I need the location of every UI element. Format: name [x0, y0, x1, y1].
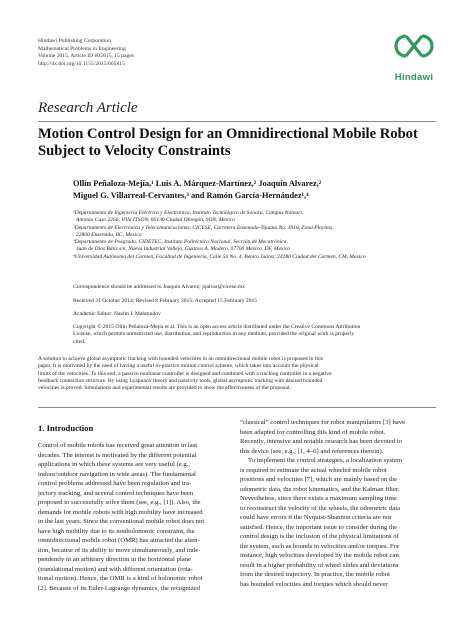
- academic-editor: Academic Editor: Nazim I. Mahmudov: [73, 311, 161, 317]
- copyright-notice: [73, 324, 448, 346]
- body-line: omnidirectional mobile robot (OMR) has attracted the atten-: [38, 537, 200, 544]
- body-line: positions and velocities [7], which are mainly based on the: [240, 476, 398, 483]
- title-line: Subject to Velocity Constraints: [38, 143, 231, 159]
- copyright-line: cited.: [73, 338, 86, 345]
- body-line: have high mobility due to its nonholonomic constraint, the: [38, 527, 195, 535]
- copyright-line: License, which permits unrestricted use, distribution, and reproduction in any medium, provided the original work is properly: [73, 331, 355, 338]
- abstract-divider: [38, 407, 436, 408]
- body-line: applications in which these systems are very useful (e.g.,: [38, 461, 191, 468]
- affiliations: [73, 210, 448, 261]
- journal-publisher: Hindawi Publishing Corporation: [38, 38, 112, 44]
- affiliation-line: ³Departamento de Posgrado, CIDETEC, Instituto Politécnico Nacional, Sección de Mecatrónica,: [73, 239, 288, 246]
- body-line: decades. The interest is motivated by the different potential: [38, 451, 197, 459]
- journal-volume: Volume 2015, Article ID 605815, 15 pages: [38, 53, 134, 60]
- journal-doi[interactable]: http://dx.doi.org/10.1155/2015/605815: [38, 60, 125, 67]
- hindawi-logo: [384, 30, 444, 82]
- body-line: [2]. Because of its Euler-Lagrange dynamics, the recognized: [38, 584, 200, 592]
- body-line: pendently in an arbitrary direction in the horizontal plane: [38, 556, 192, 563]
- body-line: odometric data, the robot kinematics, and the Kalman filter.: [240, 485, 400, 493]
- body-line: To implement the control strategies, a localization system: [248, 457, 403, 464]
- abstract: [38, 356, 444, 392]
- body-line: Recently, intensive and notable research has been devoted to: [240, 438, 403, 445]
- body-column-left: [38, 422, 240, 593]
- body-line: demands for mobile robots with high mobility have increased: [38, 508, 203, 516]
- body-line: “classical” control techniques for robot manipulators [3] have: [240, 419, 406, 426]
- author-line: Ollin Peñaloza-Mejía,¹ Luis A. Márquez-Martínez,² Joaquín Alvarez,²: [73, 179, 322, 188]
- abstract-line: A solution to achieve global asymptotic tracking with bounded velocities in an omnidirectional mobile robot is proposed in this: [38, 356, 323, 362]
- paper-title: [38, 126, 438, 160]
- affiliation-line: ⁴Universidad Autónoma del Carmen, Facultad de Ingeniería, Calle 56 No. 4, Benito Juárez, 24180 Ciudad del Carmen, CM, Mexico: [73, 253, 366, 260]
- publication-dates: Received 31 October 2014; Revised 8 February 2015; Accepted 15 February 2015: [73, 298, 258, 304]
- body-line: the system, such as bounds in velocities and/or torques. For: [240, 542, 400, 550]
- body-line: from the desired trajectory. In practice, the mobile robot: [240, 571, 390, 578]
- body-line: been adapted for controlling this kind of mobile robot.: [240, 428, 386, 436]
- copyright-line: Copyright © 2015 Ollin Peñaloza-Mejía et al. This is an open access article distributed under the Creative Commons Attribution: [73, 324, 361, 330]
- body-line: control design is the inclusion of the physical limitations of: [240, 533, 399, 540]
- body-line: Nevertheless, since there exists a maximum sampling time: [240, 495, 397, 502]
- affiliation-line: 22860 Ensenada, BC, Mexico: [76, 231, 142, 238]
- affiliation-line: Juan de Dios Bátiz s/n, Nueva Industrial Vallejo, Gustavo A. Madero, 07700 México, DF, Mexico: [76, 246, 291, 253]
- section-heading-introduction: 1. Introduction: [38, 423, 94, 433]
- title-line: Motion Control Design for an Omnidirectional Mobile Robot: [38, 126, 418, 142]
- body-line: this device (see, e.g., [1, 4–6] and references therein).: [240, 447, 384, 455]
- body-line: Control of mobile robots has received great attention in last: [38, 442, 198, 449]
- body-line: could have errors if the Nyquist-Shannon criteria are not: [240, 514, 392, 521]
- abstract-line: velocities is proved. Simulations and experimental results are provided to show the effectiveness of the proposal.: [38, 385, 291, 392]
- body-line: has bounded velocities and torques which should never: [240, 580, 388, 588]
- author-list: [73, 178, 443, 201]
- article-type: Research Article: [38, 100, 138, 116]
- body-line: in the last years. Since the conventional mobile robot does not: [38, 518, 205, 525]
- hindawi-logo-text: Hindawi: [394, 72, 434, 83]
- body-line: tional motion). Hence, the OMR is a kind of holonomic robot: [38, 575, 203, 582]
- journal-name: Mathematical Problems in Engineering: [38, 45, 126, 52]
- body-line: indoor/outdoor navigation in wide areas). The fundamental: [38, 470, 196, 478]
- body-line: is required to estimate the actual wheeled mobile robot: [240, 466, 387, 474]
- correspondence: Correspondence should be addressed to Joaquín Alvarez; jqalvar@cicese.mx: [73, 284, 245, 290]
- body-line: proposed to successfully solve them (see, e.g., [1]). Also, the: [38, 499, 201, 506]
- body-line: to reconstruct the velocity of the wheels, the odometric data: [240, 504, 401, 512]
- body-column-right: [240, 418, 442, 589]
- body-line: control problems addressed have been regulation and tra-: [38, 480, 192, 487]
- affiliation-line: ¹Departamento de Ingeniería Eléctrica y Electrónica, Instituto Tecnológico de Sonora, Campus Náinari,: [73, 210, 304, 216]
- body-line: result in a higher probability of wheel slides and deviations: [240, 561, 399, 569]
- affiliation-line: Antonio Caso 2266, Villa ITSON, 85130 Ciudad Obregón, SON, Mexico: [76, 217, 236, 224]
- author-line: Miguel G. Villarreal-Cervantes,³ and Ramón García-Hernández¹,⁴: [73, 190, 309, 200]
- affiliation-line: ²Departamento de Electrónica y Telecomunicaciones, CICESE, Carretera Ensenada-Tijuana No. 3918, Zona Playitas,: [73, 224, 334, 231]
- abstract-line: feedback connection structure. By using Lyapunov theory and passivity tools, global asymptotic tracking with desired bounded: [38, 377, 323, 384]
- header-divider: [38, 121, 436, 122]
- body-line: tion, because of its ability to move simultaneously, and inde-: [38, 546, 201, 554]
- body-line: instance, high velocities developed by the mobile robot can: [240, 552, 399, 559]
- body-line: satisfied. Hence, the important issue to consider during the: [240, 523, 398, 531]
- body-line: jectory tracking, and several control techniques have been: [38, 489, 194, 497]
- journal-header: [38, 38, 134, 68]
- hindawi-logo-icon: [384, 30, 444, 72]
- abstract-line: paper. It is motivated by the need of having a useful in-practice motion control scheme, which takes into account the physical: [38, 363, 319, 370]
- body-line: (translational motion) and with different orientation (rota-: [38, 565, 193, 573]
- abstract-line: limits of the velocities. To this end, a passive nonlinear controller is designed and combined with a tracking controller in a negative: [38, 370, 332, 377]
